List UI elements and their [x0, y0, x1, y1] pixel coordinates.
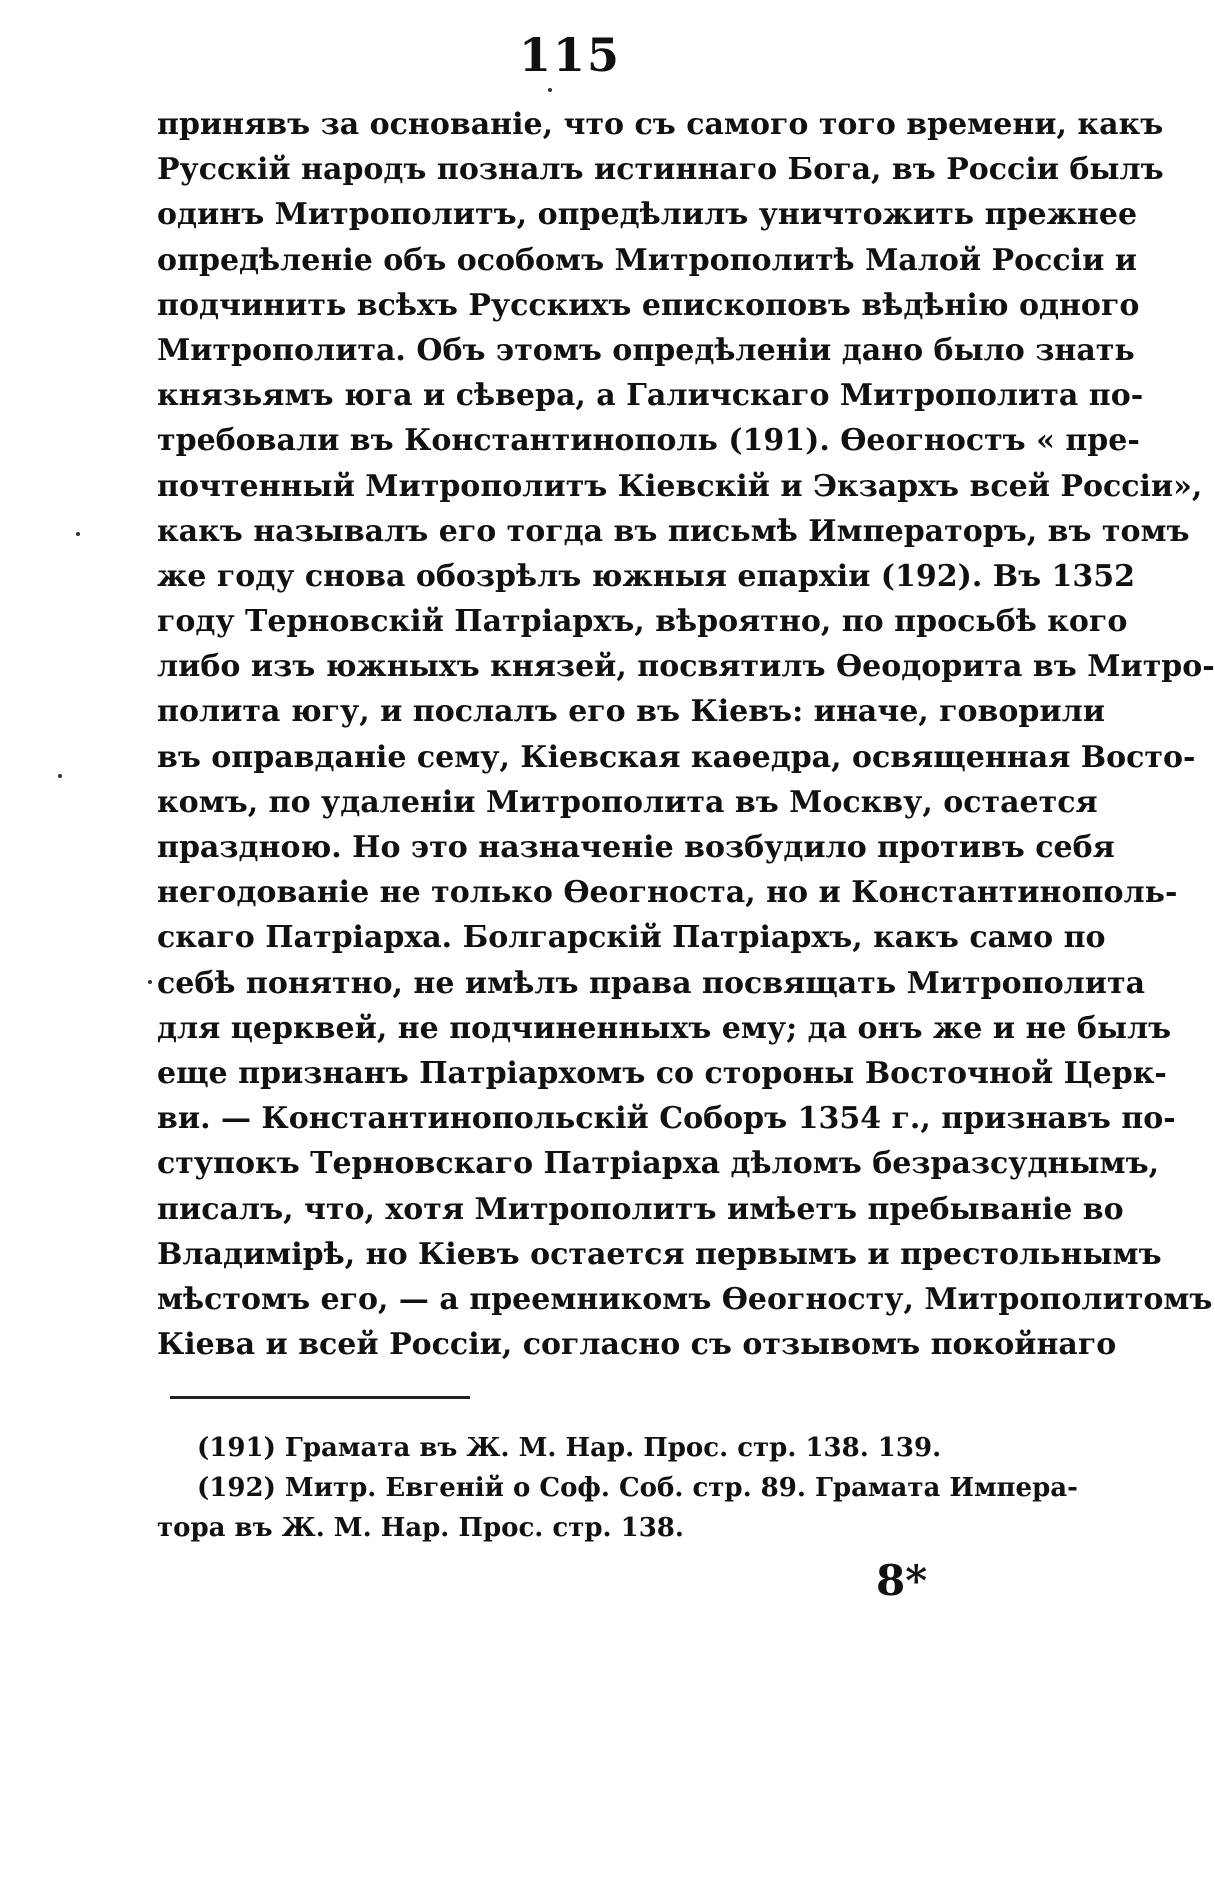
body-text [157, 102, 1215, 1367]
text-line: Митрополита. Объ этомъ опредѣленіи дано было знать [157, 332, 1135, 368]
text-line: князьямъ юга и сѣвера, а Галичскаго Митрополита по- [157, 378, 1144, 414]
text-line: мѣстомъ его, — а преемникомъ Ѳеогносту, Митрополитомъ [157, 1281, 1213, 1317]
print-speck [76, 532, 80, 536]
footnote-192: (192) Митр. Евгеній о Соф. Соб. стр. 89. Грамата Импера- [197, 1473, 1078, 1503]
text-line: еще признанъ Патріархомъ со стороны Восточной Церк- [157, 1055, 1167, 1091]
print-speck [548, 88, 552, 92]
text-line: для церквей, не подчиненныхъ ему; да онъ же и не былъ [157, 1010, 1172, 1046]
print-speck [148, 980, 152, 984]
text-line: подчинить всѣхъ Русскихъ епископовъ вѣдѣнію одного [157, 287, 1140, 323]
footnote-191: (191) Грамата въ Ж. М. Нар. Прос. стр. 138. 139. [197, 1433, 942, 1463]
text-line: либо изъ южныхъ князей, посвятилъ Ѳеодорита въ Митро- [157, 649, 1215, 685]
text-line: Владимірѣ, но Кіевъ остается первымъ и престольнымъ [157, 1236, 1162, 1272]
text-line: же году снова обозрѣлъ южныя епархіи (192). Въ 1352 [157, 558, 1136, 594]
footnotes [157, 1428, 1078, 1548]
text-line: себѣ понятно, не имѣлъ права посвящать Митрополита [157, 965, 1146, 1001]
footnote-separator [170, 1396, 470, 1399]
text-line: негодованіе не только Ѳеогноста, но и Константинополь- [157, 875, 1178, 911]
text-line: ви. — Константинопольскій Соборъ 1354 г., признавъ по- [157, 1101, 1176, 1137]
print-speck [58, 774, 62, 778]
text-line: какъ называлъ его тогда въ письмѣ Императоръ, въ томъ [157, 513, 1190, 549]
text-line: принявъ за основаніе, что съ самого того времени, какъ [157, 107, 1164, 142]
text-line: въ оправданіе сему, Кіевская каѳедра, освященная Восто- [157, 739, 1196, 775]
text-line: скаго Патріарха. Болгарскій Патріархъ, какъ само по [157, 920, 1106, 956]
text-line: Русскій народъ позналъ истиннаго Бога, въ Россіи былъ [157, 152, 1164, 188]
footnote-192-continuation: тора въ Ж. М. Нар. Прос. стр. 138. [157, 1513, 684, 1543]
text-line: ступокъ Терновскаго Патріарха дѣломъ безразсуднымъ, [157, 1146, 1160, 1182]
text-line: комъ, по удаленіи Митрополита въ Москву, остается [157, 784, 1098, 820]
text-line: одинъ Митрополитъ, опредѣлилъ уничтожить прежнее [157, 197, 1138, 233]
text-line: праздною. Но это назначеніе возбудило противъ себя [157, 830, 1115, 865]
text-line: требовали въ Константинополь (191). Ѳеогностъ « пре- [157, 423, 1140, 459]
page-number: 115 [518, 28, 622, 82]
signature-mark: 8* [876, 1556, 928, 1605]
text-line: опредѣленіе объ особомъ Митрополитѣ Малой Россіи и [157, 242, 1138, 278]
text-line: полита югу, и послалъ его въ Кіевъ: иначе, говорили [157, 694, 1106, 730]
text-line: Кіева и всей Россіи, согласно съ отзывомъ покойнаго [157, 1327, 1117, 1363]
text-line: почтенный Митрополитъ Кіевскій и Экзархъ всей Россіи», [157, 468, 1203, 504]
text-line: году Терновскій Патріархъ, вѣроятно, по просьбѣ кого [157, 604, 1128, 640]
text-line: писалъ, что, хотя Митрополитъ имѣетъ пребываніе во [157, 1191, 1124, 1227]
